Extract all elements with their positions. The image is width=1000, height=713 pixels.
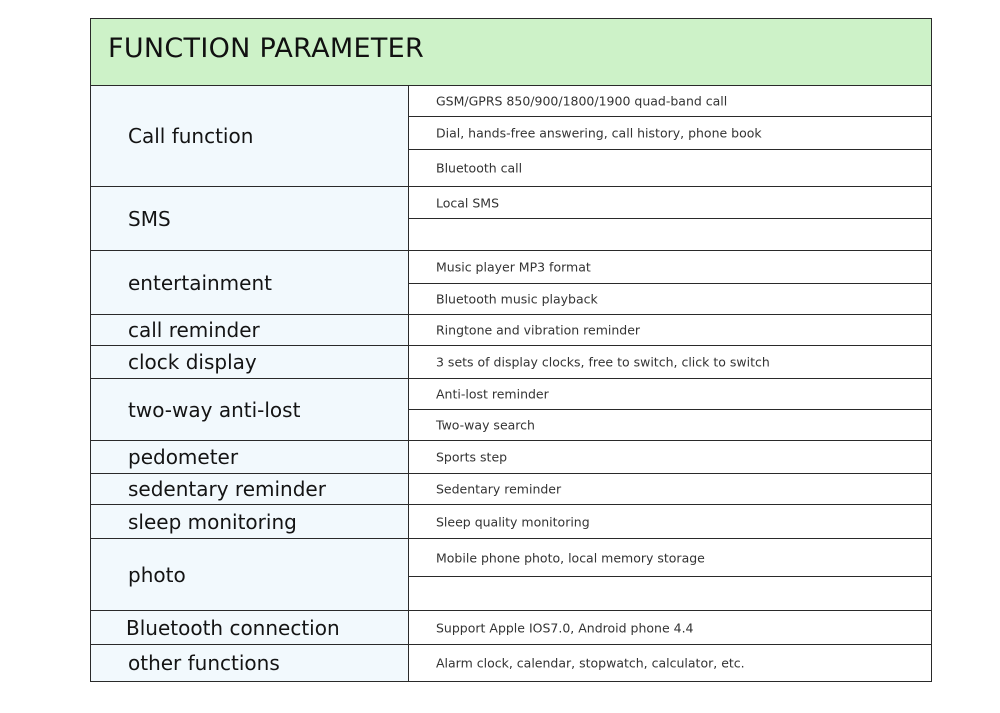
value-cell [409,410,931,441]
value-text: Local SMS [436,195,500,210]
table-header [91,19,931,86]
row-sleep-monitoring [91,505,409,539]
row-label: Call function [128,124,254,148]
row-label: Bluetooth connection [126,615,340,640]
row-entertainment [91,251,409,315]
value-text: GSM/GPRS 850/900/1800/1900 quad-band call [436,93,728,109]
function-parameter-table [90,18,932,682]
value-cell [409,505,931,539]
value-text: Sedentary reminder [436,481,562,497]
row-label: other functions [128,651,280,675]
row-label: clock display [128,350,257,374]
value-cell [409,346,931,379]
value-cell [409,86,931,117]
value-text: Bluetooth call [436,160,523,176]
value-text: Music player MP3 format [436,259,591,275]
value-cell [409,577,931,611]
value-cell [409,251,931,284]
row-sedentary-reminder [91,474,409,505]
value-text: 3 sets of display clocks, free to switch, click to switch [436,354,770,370]
value-text: Sleep quality monitoring [436,514,590,529]
value-text: Sports step [436,449,508,465]
row-two-way-anti-lost [91,379,409,441]
value-cell [409,187,931,219]
value-cell [409,474,931,505]
value-cell [409,645,931,681]
row-label: pedometer [128,445,239,469]
row-call-function [91,86,409,187]
row-bluetooth-connection [91,611,409,645]
value-cell [409,539,931,577]
value-cell [409,611,931,645]
value-cell [409,284,931,315]
value-text: Dial, hands-free answering, call history, phone book [436,125,762,141]
row-clock-display [91,346,409,379]
value-text: Anti-lost reminder [436,386,549,402]
row-photo [91,539,409,611]
value-cell [409,315,931,346]
value-cell [409,441,931,474]
value-text: Two-way search [436,417,535,433]
row-label: two-way anti-lost [128,397,301,422]
value-cell [409,379,931,410]
value-text: Ringtone and vibration reminder [436,322,641,338]
row-label: photo [128,562,186,587]
row-label: SMS [128,206,171,231]
row-label: call reminder [128,318,260,342]
row-call-reminder [91,315,409,346]
row-label: entertainment [128,270,272,295]
value-cell [409,117,931,150]
row-sms [91,187,409,251]
table-title: FUNCTION PARAMETER [108,33,425,64]
value-cell [409,150,931,187]
value-cell [409,219,931,251]
value-text: Alarm clock, calendar, stopwatch, calculator, etc. [436,655,745,671]
row-other-functions [91,645,409,681]
row-label: sleep monitoring [128,509,297,534]
value-text: Mobile phone photo, local memory storage [436,550,705,565]
row-pedometer [91,441,409,474]
row-label: sedentary reminder [128,477,326,501]
value-text: Bluetooth music playback [436,291,598,307]
value-text: Support Apple IOS7.0, Android phone 4.4 [436,620,694,635]
